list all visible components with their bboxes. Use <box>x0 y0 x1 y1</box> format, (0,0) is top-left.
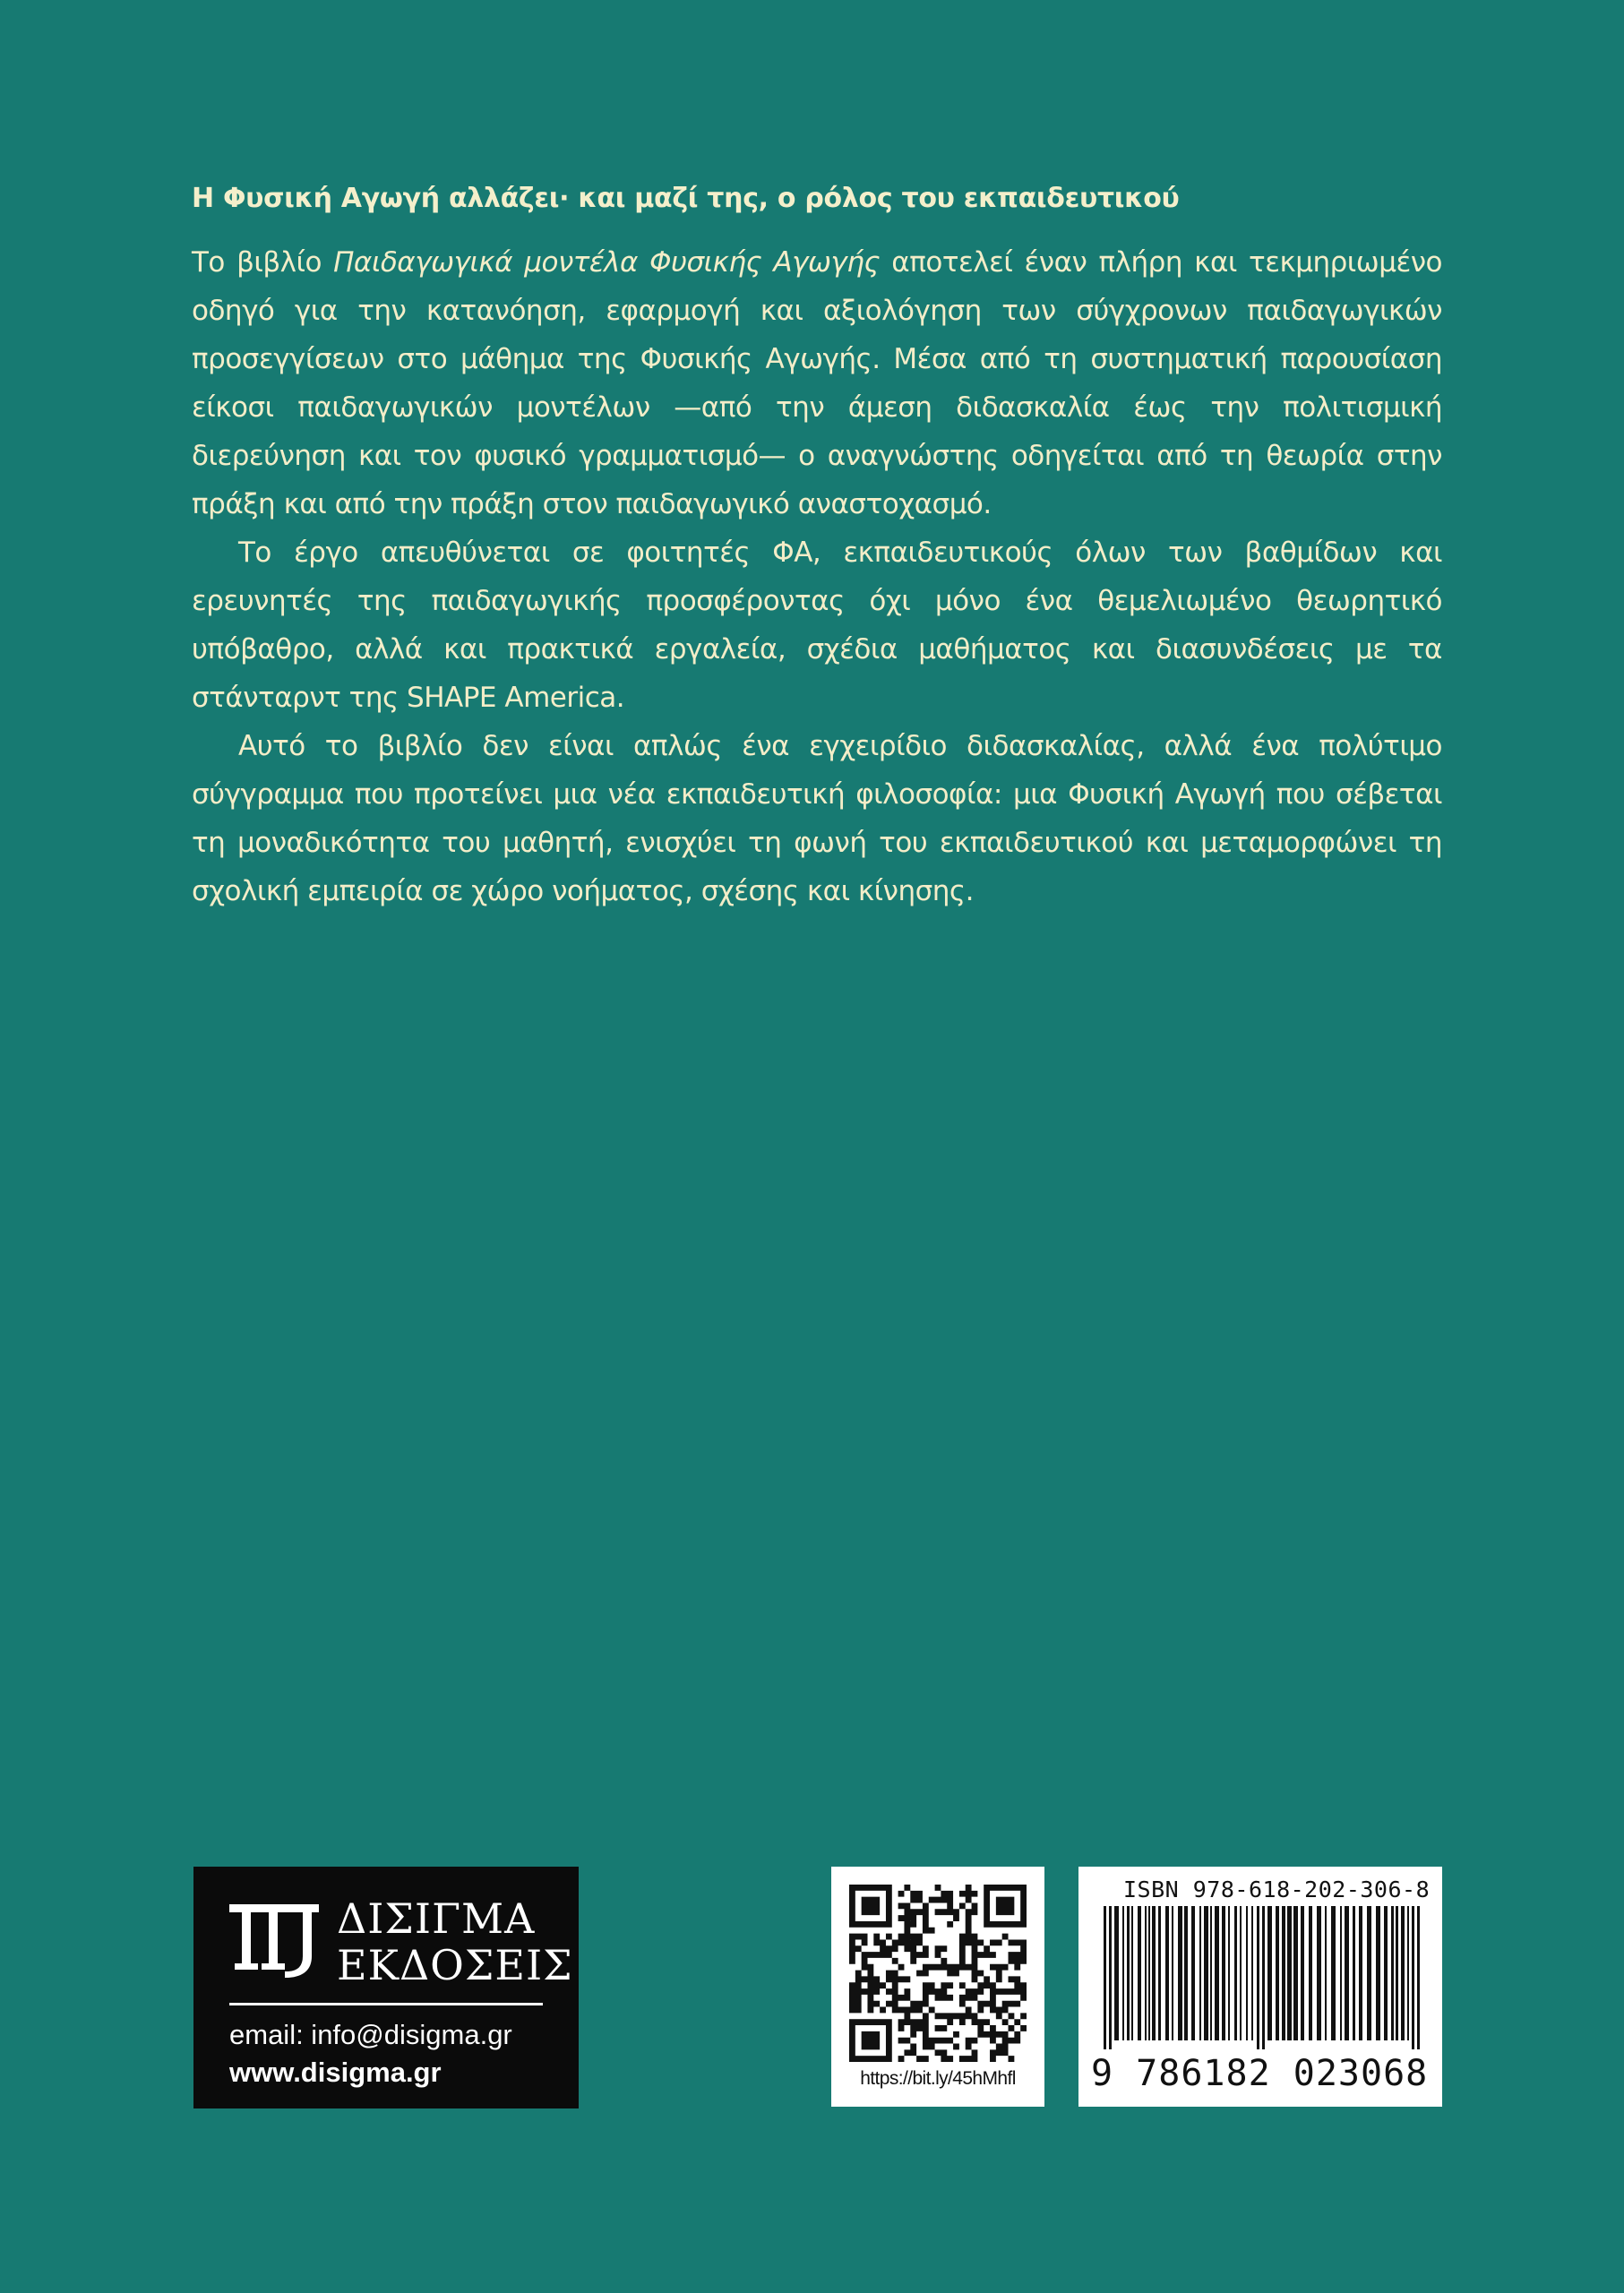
blurb-paragraph-1-start: Το βιβλίο <box>192 246 334 279</box>
back-cover-text <box>192 176 1442 915</box>
qr-url-label: https://bit.ly/45hMhfl <box>860 2068 1016 2089</box>
publisher-email: email: info@disigma.gr <box>229 2019 512 2050</box>
blurb-paragraph-1-rest: αποτελεί έναν πλήρη και τεκμηριωμένο οδηγό για την κατανόηση, εφαρμογή και αξιολόγηση των σύγχρονων παιδαγωγικών προσεγγίσεων στο μάθημα της Φυσικής Αγωγής. Μέσα από τη συστηματική παρουσίαση είκοσι παιδαγωγικών μοντέλων —από την άμεση διδασκαλία έως την πολιτισμική διερεύνηση και τον φυσικό γραμματισμό— ο αναγνώστης οδηγείται από τη θεωρία στην πράξη και από την πράξη στον παιδαγωγικό αναστοχασμό. <box>192 246 1442 520</box>
book-title-italic: Παιδαγωγικά μοντέλα Φυσικής Αγωγής <box>333 246 881 279</box>
publisher-logo-block <box>193 1867 579 2108</box>
blurb-paragraph-1 <box>192 238 1442 528</box>
disigma-logo-icon <box>229 1901 319 1981</box>
blurb-heading: Η Φυσική Αγωγή αλλάζει· και μαζί της, ο ρόλος του εκπαιδευτικού <box>192 183 1180 214</box>
qr-code-icon <box>849 1885 1027 2062</box>
publisher-name-line2: ΕΚΔΟΣΕΙΣ <box>337 1941 573 1989</box>
publisher-name <box>337 1895 573 1988</box>
logo-divider <box>229 2003 543 2005</box>
barcode-digits: 9 786182 023068 <box>1091 2053 1429 2094</box>
publisher-website: www.disigma.gr <box>229 2057 442 2088</box>
blurb-paragraph-2: Το έργο απευθύνεται σε φοιτητές ΦΑ, εκπαιδευτικούς όλων των βαθμίδων και ερευνητές της παιδαγωγικής προσφέροντας όχι μόνο ένα θεμελιωμένο θεωρητικό υπόβαθρο, αλλά και πρακτικά εργαλεία, σχέδια μαθήματος και διασυνδέσεις με τα στάνταρντ της SHAPE America. <box>192 537 1442 714</box>
isbn-barcode-block <box>1078 1867 1442 2107</box>
qr-code-block <box>831 1867 1044 2107</box>
barcode-icon <box>1096 1906 1424 2049</box>
blurb-paragraph-3: Αυτό το βιβλίο δεν είναι απλώς ένα εγχειρίδιο διδασκαλίας, αλλά ένα πολύτιμο σύγγραμμα που προτείνει μια νέα εκπαιδευτική φιλοσοφία: μια Φυσική Αγωγή που σέβεται τη μοναδικότητα του μαθητή, ενισχύει τη φωνή του εκπαιδευτικού και μεταμορφώνει τη σχολική εμπειρία σε χώρο νοήματος, σχέσης και κίνησης. <box>192 730 1442 907</box>
isbn-label: ISBN 978-618-202-306-8 <box>1123 1876 1431 1902</box>
publisher-name-line1: ΔΙΣΙΓΜΑ <box>337 1894 536 1943</box>
